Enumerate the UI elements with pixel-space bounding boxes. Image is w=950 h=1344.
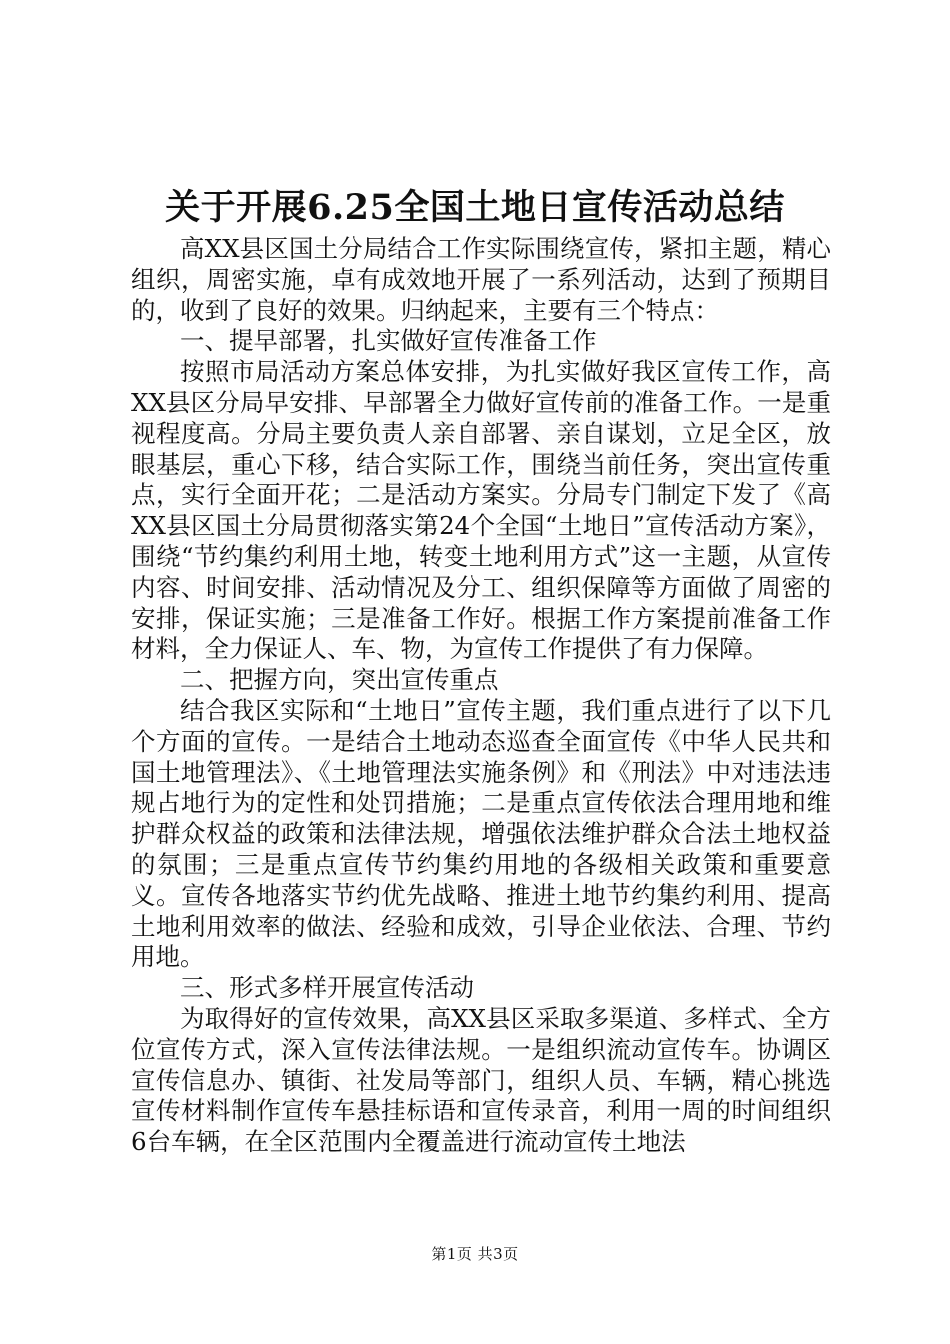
section-heading-2: 二、把握方向，突出宣传重点 — [180, 665, 499, 695]
page-number-footer: 第1页 共3页 — [431, 1245, 519, 1263]
section-heading-1: 一、提早部署，扎实做好宣传准备工作 — [180, 326, 597, 356]
paragraph-section-3: 为取得好的宣传效果，高XX县区采取多渠道、多样式、全方位宣传方式，深入宣传法律法规。一是组织流动宣传车。协调区宣传信息办、镇街、社发局等部门，组织人员、车辆，精心挑选宣传材料制作宣传车悬挂标语和宣传录音，利用一周的时间组织6台车辆，在全区范围内全覆盖进行流动宣传土地法 — [131, 1003, 831, 1157]
paragraph-intro: 高XX县区国土分局结合工作实际围绕宣传，紧扣主题，精心组织，周密实施，卓有成效地开展了一系列活动，达到了预期目的，收到了良好的效果。归纳起来，主要有三个特点： — [131, 234, 831, 325]
document-body — [131, 234, 831, 1158]
section-heading-3: 三、形式多样开展宣传活动 — [180, 973, 474, 1003]
document-title: 关于开展6.25全国土地日宣传活动总结 — [165, 187, 785, 228]
paragraph-section-1: 按照市局活动方案总体安排，为扎实做好我区宣传工作，高XX县区分局早安排、早部署全力做好宣传前的准备工作。一是重视程度高。分局主要负责人亲自部署、亲自谋划，立足全区，放眼基层，重心下移，结合实际工作，围绕当前任务，突出宣传重点，实行全面开花；二是活动方案实。分局专门制定下发了《高XX县区国土分局贯彻落实第24个全国“土地日”宣传活动方案》，围绕“节约集约利用土地，转变土地利用方式”这一主题，从宣传内容、时间安排、活动情况及分工、组织保障等方面做了周密的安排，保证实施；三是准备工作好。根据工作方案提前准备工作材料，全力保证人、车、物，为宣传工作提供了有力保障。 — [131, 357, 831, 664]
paragraph-section-2: 结合我区实际和“土地日”宣传主题，我们重点进行了以下几个方面的宣传。一是结合土地动态巡查全面宣传《中华人民共和国土地管理法》、《土地管理法实施条例》和《刑法》中对违法违规占地行为的定性和处罚措施；二是重点宣传依法合理用地和维护群众权益的政策和法律法规，增强依法维护群众合法土地权益的氛围；三是重点宣传节约集约用地的各级相关政策和重要意义。宣传各地落实节约优先战略、推进土地节约集约利用、提高土地利用效率的做法、经验和成效，引导企业依法、合理、节约用地。 — [131, 695, 831, 972]
